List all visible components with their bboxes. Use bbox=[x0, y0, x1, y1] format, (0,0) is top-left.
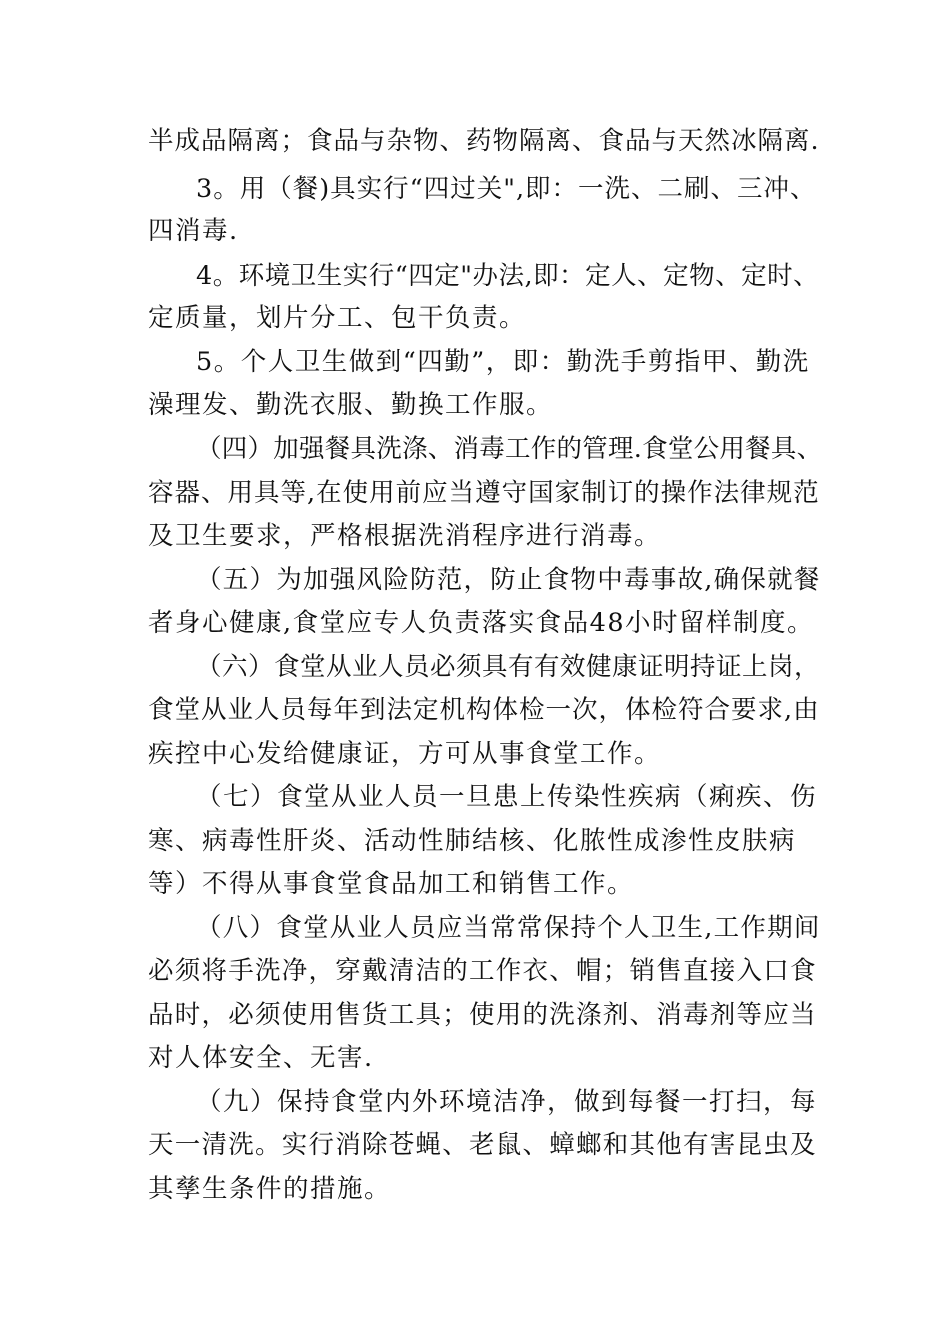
text-line-6: 5。个人卫生做到“四勤”，即：勤洗手剪指甲、勤洗 bbox=[196, 347, 810, 377]
text-line-19: （八）食堂从业人员应当常常保持个人卫生,工作期间 bbox=[196, 913, 821, 943]
text-line-8: （四）加强餐具洗涤、消毒工作的管理.食堂公用餐具、 bbox=[196, 434, 823, 464]
text-line-17: 寒、病毒性肝炎、活动性肺结核、化脓性成渗性皮肤病 bbox=[148, 826, 797, 856]
text-line-5: 定质量，划片分工、包干负责。 bbox=[148, 303, 527, 333]
text-line-11: （五）为加强风险防范，防止食物中毒事故,确保就餐 bbox=[196, 565, 821, 595]
text-line-18: 等）不得从事食堂食品加工和销售工作。 bbox=[148, 869, 635, 899]
text-line-23: （九）保持食堂内外环境洁净，做到每餐一打扫，每 bbox=[196, 1087, 818, 1117]
text-line-12: 者身心健康,食堂应专人负责落实食品48小时留样制度。 bbox=[148, 608, 815, 638]
text-line-22: 对人体安全、无害. bbox=[148, 1043, 374, 1073]
text-line-4: 4。环境卫生实行“四定"办法,即：定人、定物、定时、 bbox=[196, 261, 820, 291]
text-line-24: 天一清洗。实行消除苍蝇、老鼠、蟑螂和其他有害昆虫及 bbox=[148, 1130, 817, 1160]
text-line-20: 必须将手洗净，穿戴清洁的工作衣、帽；销售直接入口食 bbox=[148, 956, 817, 986]
text-line-9: 容器、用具等,在使用前应当遵守国家制订的操作法律规范 bbox=[148, 478, 820, 508]
text-line-13: （六）食堂从业人员必须具有有效健康证明持证上岗， bbox=[196, 652, 821, 682]
text-line-21: 品时，必须使用售货工具；使用的洗涤剂、消毒剂等应当 bbox=[148, 1000, 817, 1030]
text-line-7: 澡理发、勤洗衣服、勤换工作服。 bbox=[148, 390, 554, 420]
text-line-14: 食堂从业人员每年到法定机构体检一次，体检符合要求,由 bbox=[148, 695, 820, 725]
text-line-25: 其孳生条件的措施。 bbox=[148, 1174, 392, 1204]
text-line-16: （七）食堂从业人员一旦患上传染性疾病（痢疾、伤 bbox=[196, 782, 818, 812]
text-line-15: 疾控中心发给健康证，方可从事食堂工作。 bbox=[148, 739, 662, 769]
text-line-3: 四消毒. bbox=[148, 216, 239, 246]
text-line-1: 半成品隔离；食品与杂物、药物隔离、食品与天然冰隔离. bbox=[148, 126, 820, 156]
text-line-2: 3。用（餐)具实行“四过关",即：一洗、二刷、三冲、 bbox=[196, 174, 817, 204]
text-line-10: 及卫生要求，严格根据洗消程序进行消毒。 bbox=[148, 521, 662, 551]
